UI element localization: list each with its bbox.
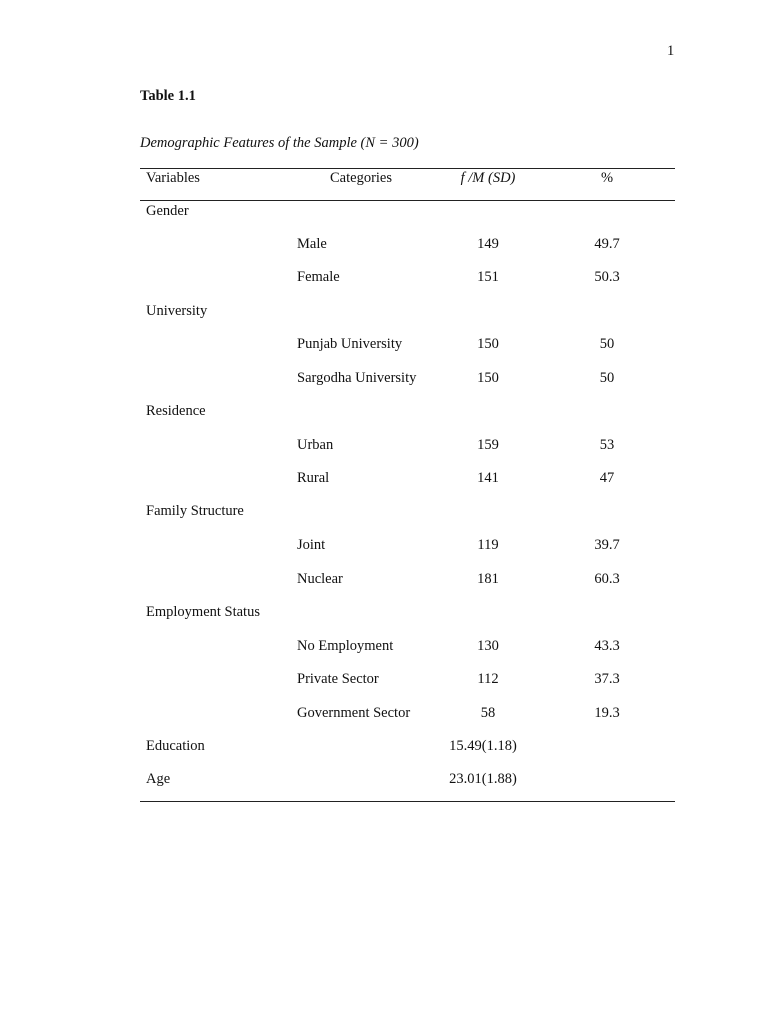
table-bottom-rule bbox=[140, 801, 675, 802]
header-categories: Categories bbox=[330, 170, 393, 186]
row-joint-category: Joint bbox=[297, 537, 326, 553]
row-sargodha-category: Sargodha University bbox=[297, 370, 417, 386]
group-education: Education bbox=[146, 738, 205, 754]
row-female-f: 151 bbox=[477, 269, 499, 285]
row-sargodha-f: 150 bbox=[477, 370, 499, 386]
group-gender: Gender bbox=[146, 203, 189, 219]
table-label: Table 1.1 bbox=[140, 88, 196, 104]
row-nuclear-pct: 60.3 bbox=[594, 571, 620, 587]
row-male-f: 149 bbox=[477, 236, 499, 252]
header-variables: Variables bbox=[146, 170, 200, 186]
row-government-f: 58 bbox=[480, 705, 496, 721]
row-government-pct: 19.3 bbox=[594, 705, 620, 721]
group-employment-status: Employment Status bbox=[146, 604, 260, 620]
row-urban-category: Urban bbox=[297, 437, 334, 453]
page-number: 1 bbox=[667, 43, 675, 59]
header-percent: % bbox=[600, 170, 614, 186]
row-punjab-pct: 50 bbox=[599, 336, 615, 352]
row-joint-pct: 39.7 bbox=[594, 537, 620, 553]
row-rural-category: Rural bbox=[297, 470, 330, 486]
row-private-f: 112 bbox=[477, 671, 499, 687]
row-no-employment-f: 130 bbox=[477, 638, 499, 654]
group-age: Age bbox=[146, 771, 171, 787]
row-rural-f: 141 bbox=[477, 470, 499, 486]
table-header-rule bbox=[140, 200, 675, 201]
row-private-category: Private Sector bbox=[297, 671, 379, 687]
row-sargodha-pct: 50 bbox=[599, 370, 615, 386]
row-female-pct: 50.3 bbox=[594, 269, 620, 285]
row-urban-pct: 53 bbox=[599, 437, 615, 453]
group-university: University bbox=[146, 303, 208, 319]
row-punjab-category: Punjab University bbox=[297, 336, 403, 352]
row-private-pct: 37.3 bbox=[594, 671, 620, 687]
row-age-m-sd: 23.01(1.88) bbox=[449, 771, 517, 787]
row-no-employment-pct: 43.3 bbox=[594, 638, 620, 654]
row-no-employment-category: No Employment bbox=[297, 638, 394, 654]
row-education-m-sd: 15.49(1.18) bbox=[449, 738, 517, 754]
row-nuclear-f: 181 bbox=[477, 571, 499, 587]
row-female-category: Female bbox=[297, 269, 340, 285]
row-urban-f: 159 bbox=[477, 437, 499, 453]
group-family-structure: Family Structure bbox=[146, 503, 244, 519]
row-rural-pct: 47 bbox=[599, 470, 615, 486]
header-f-m-sd: f /M (SD) bbox=[460, 170, 516, 186]
row-joint-f: 119 bbox=[477, 537, 499, 553]
row-government-category: Government Sector bbox=[297, 705, 411, 721]
table-title: Demographic Features of the Sample (N = 300) bbox=[140, 135, 419, 151]
group-residence: Residence bbox=[146, 403, 206, 419]
row-male-category: Male bbox=[297, 236, 327, 252]
row-punjab-f: 150 bbox=[477, 336, 499, 352]
row-male-pct: 49.7 bbox=[594, 236, 620, 252]
row-nuclear-category: Nuclear bbox=[297, 571, 343, 587]
